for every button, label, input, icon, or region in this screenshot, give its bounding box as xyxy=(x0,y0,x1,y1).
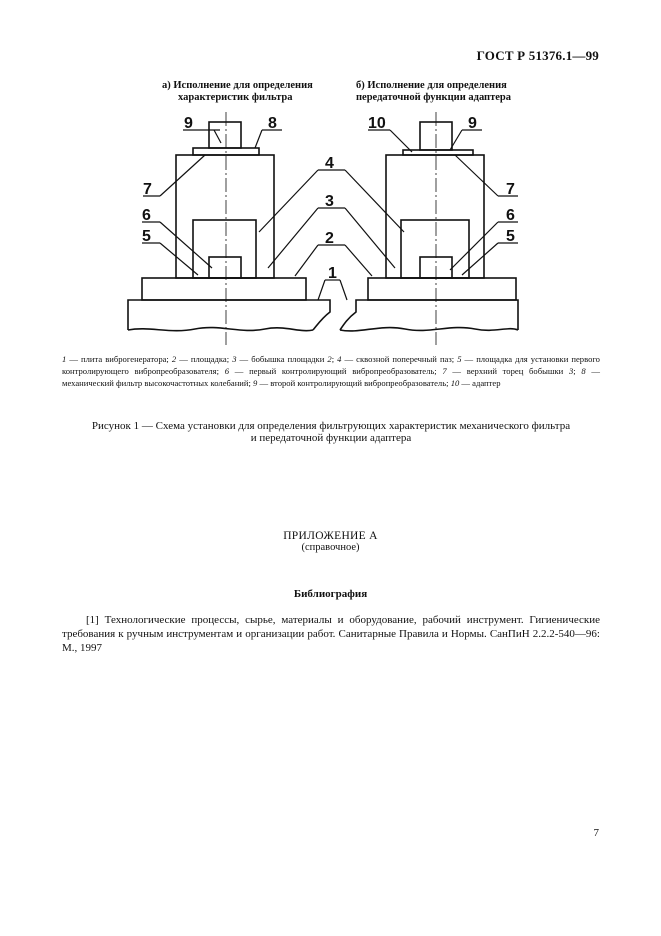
legend-text: — площадка для установки первого контролирующего вибропреобразователя; xyxy=(62,354,600,376)
legend-text: — сквозной поперечный паз; xyxy=(341,354,458,364)
legend-number: 10 xyxy=(450,378,460,388)
slot-right xyxy=(401,220,469,278)
caption-a-line1: а) Исполнение для определения xyxy=(162,80,313,91)
callout-1: 1 xyxy=(328,265,337,282)
appendix-title: ПРИЛОЖЕНИЕ А xyxy=(283,530,378,542)
callout-6-left: 6 xyxy=(142,207,151,224)
callout-2: 2 xyxy=(325,230,334,247)
platform-right xyxy=(368,278,516,300)
base-plate-right xyxy=(340,300,518,330)
boss-left xyxy=(176,155,274,278)
legend-text: — плита виброгенератора; xyxy=(66,354,172,364)
legend-number: 8 xyxy=(581,366,586,376)
callout-10-right: 10 xyxy=(368,115,386,132)
callout-3: 3 xyxy=(325,193,334,210)
legend-text: — бобышка площадки xyxy=(236,354,328,364)
legend-number: 5 xyxy=(457,354,462,364)
legend-text: ; xyxy=(331,354,338,364)
platform-left xyxy=(142,278,306,300)
document-id: ГОСТ Р 51376.1—99 xyxy=(476,48,599,63)
legend-text: — механический фильтр высокочастотных колебаний; xyxy=(62,366,600,388)
callout-6-right: 6 xyxy=(506,207,515,224)
legend-text: — верхний торец бобышки xyxy=(446,366,569,376)
legend-text: — площадка; xyxy=(176,354,233,364)
callout-9-right: 9 xyxy=(468,115,477,132)
legend-text: — адаптер xyxy=(459,378,501,388)
legend-number: 3 xyxy=(232,354,237,364)
caption-b-line2: передаточной функции адаптера xyxy=(356,92,512,103)
page-number: 7 xyxy=(593,827,599,839)
callout-5-left: 5 xyxy=(142,228,151,245)
legend-number: 4 xyxy=(337,354,342,364)
figure-legend xyxy=(62,353,600,389)
appendix-subtitle: (справочное) xyxy=(301,542,360,553)
callout-7-right: 7 xyxy=(506,181,515,198)
legend-text: — второй контролирующий вибропреобразователь; xyxy=(257,378,451,388)
legend-number: 7 xyxy=(442,366,447,376)
bibliography-title: Библиография xyxy=(293,588,368,600)
figure-title xyxy=(62,420,600,444)
caption-b-line1: б) Исполнение для определения xyxy=(356,80,507,91)
base-plate-left xyxy=(128,300,330,330)
legend-number: 1 xyxy=(62,354,67,364)
callout-9-left: 9 xyxy=(184,115,193,132)
figure-title-line2: и передаточной функции адаптера xyxy=(250,432,412,444)
legend-number: 3 xyxy=(568,366,574,376)
figure-title-line1: Рисунок 1 — Схема установки для определения фильтрующих характеристик механического фильтра xyxy=(91,420,571,432)
callout-8-left: 8 xyxy=(268,115,277,132)
callout-4: 4 xyxy=(325,155,334,172)
figure-drawing xyxy=(0,0,661,350)
legend-number: 2 xyxy=(327,354,332,364)
legend-number: 6 xyxy=(224,366,230,376)
callout-7-left: 7 xyxy=(143,181,152,198)
legend-number: 2 xyxy=(171,354,177,364)
caption-a-line2: характеристик фильтра xyxy=(178,92,293,103)
slot-left xyxy=(193,220,256,278)
bibliography-entry: [1] Технологические процессы, сырье, материалы и оборудование, рабочий инструмент. Гигиенические требования к ручным инструментам и организации работ. Санитарные Правила и Нормы. СанПиН 2.2.2-540—96: М., 1997 xyxy=(62,614,600,654)
sensor-top-left xyxy=(209,122,241,148)
legend-number: 9 xyxy=(253,378,258,388)
legend-text: — первый контролирующий вибропреобразователь; xyxy=(229,366,443,376)
legend-text: ; xyxy=(573,366,582,376)
sensor-inner-left xyxy=(209,257,241,278)
callout-5-right: 5 xyxy=(506,228,515,245)
